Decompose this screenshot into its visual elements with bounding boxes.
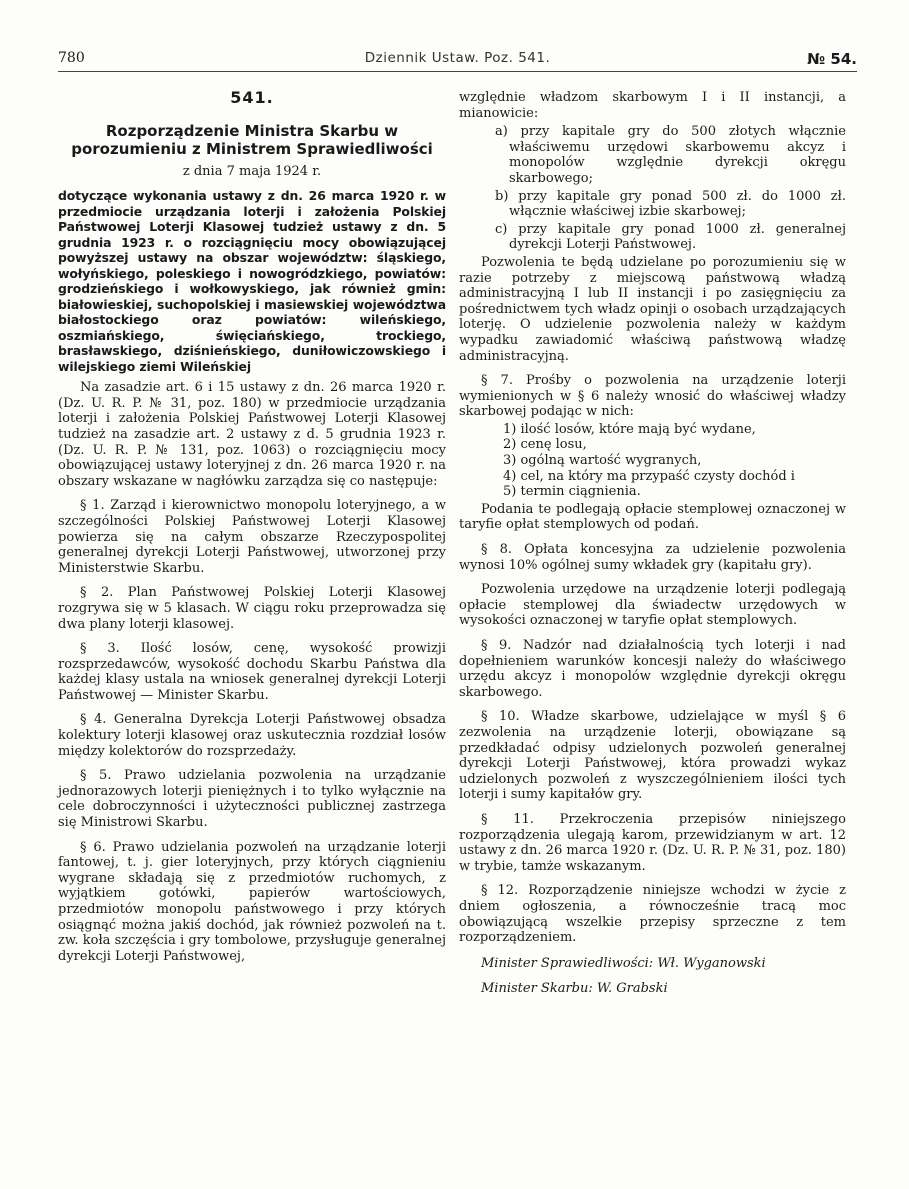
section-7: § 7. Prośby o pozwolenia na urządzenie loterji wymienionych w § 6 należy wnosić do właściwej władzy skarbowej podając w nich: — [459, 373, 846, 420]
section-7-closing: Podania te podlegają opłacie stemplowej oznaczonej w taryfie opłat stemplowych od podań. — [459, 501, 846, 533]
section-6-closing: Pozwolenia te będą udzielane po porozumieniu się w razie potrzeby z miejscową państwową władzą administracyjną I lub II instancji i po zasięgnięciu za pośrednictwem tych władz opinji o osobach urządzających loterję. O udzielenie pozwolenia należy w każdym wypadku zawiadomić właściwą państwową władzę administracyjną. — [459, 254, 846, 364]
header-rule — [58, 71, 857, 72]
list-item: 1) ilość losów, które mają być wydane, — [503, 421, 756, 437]
list-item: 4) cel, na który ma przypaść czysty dochód i — [503, 468, 795, 484]
section-9: § 9. Nadzór nad działalnością tych loterji i nad dopełnieniem warunków koncesji należy do właściwego urzędu akcyz i monopolów względnie dyrekcji okręgu skarbowego. — [459, 638, 846, 700]
right-column — [459, 90, 846, 1005]
section-1: § 1. Zarząd i kierownictwo monopolu loteryjnego, a w szczególności Polskiej Państwowej Loterji Klasowej powierza się na całym obszarze Rzeczypospolitej generalnej dyrekcji Loterji Państwowej, utworzonej przy Ministerstwie Skarbu. — [58, 498, 446, 576]
section-6-item-c: c) przy kapitale gry ponad 1000 zł. generalnej dyrekcji Loterji Państwowej. — [495, 221, 846, 253]
document-title: Rozporządzenie Ministra Skarbu w porozumieniu z Ministrem Sprawiedliwości — [71, 121, 433, 158]
section-2: § 2. Plan Państwowej Polskiej Loterji Klasowej rozgrywa się w 5 klasach. W ciągu roku przeprowadza się dwa plany loterji klasowej. — [58, 585, 446, 632]
section-6-continuation: względnie władzom skarbowym I i II instancji, a mianowicie: — [459, 90, 846, 121]
list-item: 5) termin ciągnienia. — [503, 484, 641, 500]
section-4: § 4. Generalna Dyrekcja Loterji Państwowej obsadza kolektury loterji klasowej oraz uskutecznia rozdział losów między kolektorów do rozsprzedaży. — [58, 712, 446, 759]
left-column — [58, 88, 446, 973]
section-3: § 3. Ilość losów, cenę, wysokość prowizji rozsprzedawców, wysokość dochodu Skarbu Państwa dla każdej klasy ustala na wniosek generalnej dyrekcji Loterji Państwowej — Minister Skarbu. — [58, 641, 446, 703]
section-8-closing: Pozwolenia urzędowe na urządzenie loterji podlegają opłacie stemplowej dla świadectw urzędowych w wysokości oznaczonej w taryfie opłat stemplowych. — [459, 582, 846, 629]
section-11: § 11. Przekroczenia przepisów niniejszego rozporządzenia ulegają karom, przewidzianym w art. 12 ustawy z dn. 26 marca 1920 r. (Dz. U. R. P. № 31, poz. 180) w trybie, tamże wskazanym. — [459, 811, 846, 874]
section-7-list — [459, 422, 846, 500]
document-date: z dnia 7 maja 1924 r. — [182, 163, 322, 179]
document-subject: dotyczące wykonania ustawy z dn. 26 marca 1920 r. w przedmiocie urządzania loterji i założenia Polskiej Państwowej Loterji Klasowej tudzież ustawy z dn. 5 grudnia 1923 r. o rozciągnięciu mocy obowiązującej powyższej ustawy na obszar województw: śląskiego, wołyńskiego, poleskiego i nowogródzkiego, powiatów: grodzieńskiego i wołkowyskiego, jak również gmin: białowieskiej, suchopolskiej i masiewskiej województwa białostockiego oraz powiatów: wileńskiego, oszmiańskiego, święciańskiego, trockiego, brasławskiego, dziśnieńskiego, duniłowiczowskiego i wilejskiego ziemi Wileńskiej — [58, 188, 446, 374]
section-8: § 8. Opłata koncesyjna za udzielenie pozwolenia wynosi 10% ogólnej sumy wkładek gry (kapitału gry). — [459, 542, 846, 573]
page-number: 780 — [58, 50, 85, 66]
section-5: § 5. Prawo udzielania pozwolenia na urządzanie jednorazowych loterji pieniężnych i to tylko wyłącznie na cele dobroczynności i użyteczności publicznej zastrzega się Ministrowi Skarbu. — [58, 768, 446, 831]
section-6: § 6. Prawo udzielania pozwoleń na urządzanie loterji fantowej, t. j. gier loteryjnych, przy których ciągnieniu wygrane składają się z przedmiotów ruchomych, z wyjątkiem gotówki, papierów wartościowych, przedmiotów monopolu państwowego i przy których osiągnąć można jakiś dochód, jak również pozwoleń na t. zw. koła szczęścia i gry tombolowe, przysługuje generalnej dyrekcji Loterji Państwowej, — [58, 839, 446, 964]
section-6-item-a: a) przy kapitale gry do 500 złotych włącznie właściwemu urzędowi skarbowemu akcyz i monopolów względnie dyrekcji okręgu skarbowego; — [495, 124, 846, 186]
journal-title: Dziennik Ustaw. Poz. 541. — [364, 50, 551, 66]
list-item: 2) cenę losu, — [503, 437, 587, 453]
signature-treasury-minister: Minister Skarbu: W. Grabski — [481, 981, 668, 997]
signature-justice-minister: Minister Sprawiedliwości: Wł. Wyganowski — [481, 955, 766, 971]
preamble: Na zasadzie art. 6 i 15 ustawy z dn. 26 marca 1920 r. (Dz. U. R. P. № 31, poz. 180) w przedmiocie urządzania loterji i założenia Polskiej Państwowej Loterji Klasowej tudzież na zasadzie art. 2 ustawy z d. 5 grudnia 1923 r. (Dz. U. R. P. № 131, poz. 1063) o rozciągnięciu mocy obowiązującej ustawy loteryjnej z dn. 26 marca 1920 r. na obszary wskazane w nagłówku zarządza się co następuje: — [58, 380, 446, 489]
list-item: 3) ogólną wartość wygranych, — [503, 453, 702, 469]
section-10: § 10. Władze skarbowe, udzielające w myśl § 6 zezwolenia na urządzenie loterji, obowiązane są przedkładać odpisy udzielonych pozwoleń generalnej dyrekcji Loterji Państwowej, która prowadzi wykaz udzielonych pozwoleń z wyszczególnieniem ilości tych loterji i sumy kapitałów gry. — [459, 709, 846, 803]
issue-number: № 54. — [807, 50, 857, 68]
page-header — [58, 50, 857, 72]
section-12: § 12. Rozporządzenie niniejsze wchodzi w życie z dniem ogłoszenia, a równocześnie tracą moc obowiązującą wszelkie przepisy sprzeczne z tem rozporządzeniem. — [459, 883, 846, 946]
section-6-item-b: b) przy kapitale gry ponad 500 zł. do 1000 zł. włącznie właściwej izbie skarbowej; — [495, 188, 846, 220]
document-number: 541. — [230, 88, 274, 107]
